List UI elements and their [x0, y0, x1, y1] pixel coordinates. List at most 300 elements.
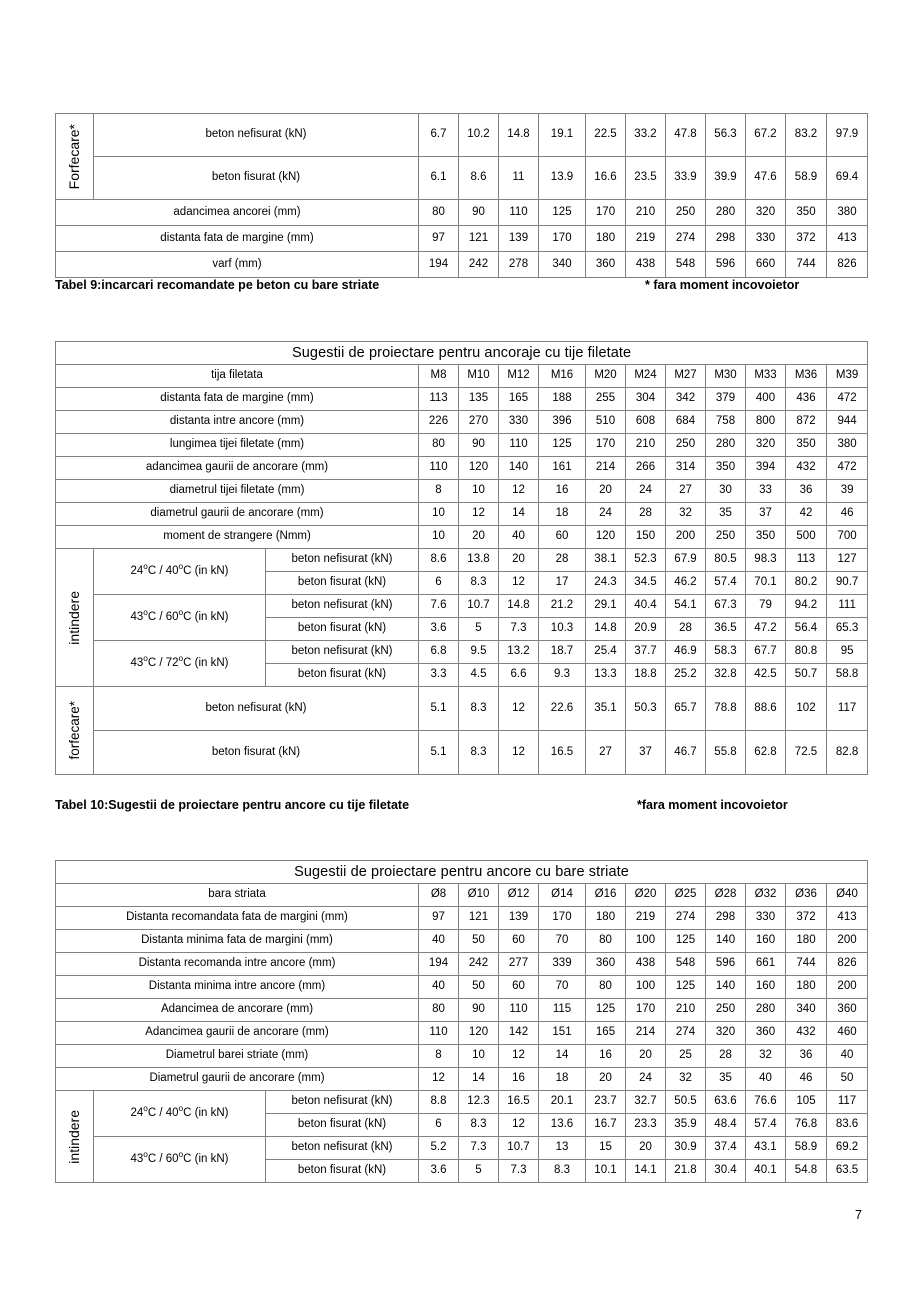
cell: 56.3 — [706, 114, 746, 157]
cell: 25.2 — [666, 664, 706, 687]
cell: 758 — [706, 411, 746, 434]
cell: 16.5 — [539, 731, 586, 775]
cell: 54.1 — [666, 595, 706, 618]
table-header-row — [56, 884, 868, 907]
cell: 210 — [626, 200, 666, 226]
cell: 5.1 — [419, 687, 459, 731]
table-row — [56, 1137, 868, 1160]
cell: 94.2 — [786, 595, 827, 618]
cell: 63.5 — [827, 1160, 868, 1183]
cell: 432 — [786, 1022, 827, 1045]
row-label: beton fisurat (kN) — [94, 157, 419, 200]
cell: 37.7 — [626, 641, 666, 664]
cell: 22.6 — [539, 687, 586, 731]
cell: 277 — [499, 953, 539, 976]
cell: 28 — [666, 618, 706, 641]
cell: 58.9 — [786, 157, 827, 200]
row-label: adancimea ancorei (mm) — [56, 200, 419, 226]
table-row — [56, 907, 868, 930]
cell: 60 — [539, 526, 586, 549]
cell: 170 — [586, 200, 626, 226]
cell: 7.3 — [459, 1137, 499, 1160]
cell: 97.9 — [827, 114, 868, 157]
cell: 170 — [539, 907, 586, 930]
cell: 274 — [666, 226, 706, 252]
cell: 110 — [499, 999, 539, 1022]
cell: 160 — [746, 976, 786, 999]
cell: 100 — [626, 930, 666, 953]
cell: 110 — [499, 434, 539, 457]
cell: 20.1 — [539, 1091, 586, 1114]
cell: 360 — [586, 953, 626, 976]
cell: 58.3 — [706, 641, 746, 664]
cell: 266 — [626, 457, 666, 480]
row-group-label-text: Forfecare* — [66, 123, 83, 190]
cell: 113 — [786, 549, 827, 572]
cell: 14.8 — [499, 114, 539, 157]
cell: 76.8 — [786, 1114, 827, 1137]
cell: 298 — [706, 907, 746, 930]
cell: 8 — [419, 1045, 459, 1068]
cell: 97 — [419, 907, 459, 930]
cell: 100 — [626, 976, 666, 999]
cell: 350 — [706, 457, 746, 480]
cell: 350 — [746, 526, 786, 549]
column-header: Ø12 — [499, 884, 539, 907]
cell: 438 — [626, 252, 666, 278]
cell: 200 — [827, 930, 868, 953]
cell: 47.6 — [746, 157, 786, 200]
cell: 250 — [706, 999, 746, 1022]
cell: 110 — [419, 1022, 459, 1045]
cell: 32.8 — [706, 664, 746, 687]
cell: 219 — [626, 226, 666, 252]
cell: 700 — [827, 526, 868, 549]
cell: 11 — [499, 157, 539, 200]
row-label: beton fisurat (kN) — [94, 731, 419, 775]
cell: 69.2 — [827, 1137, 868, 1160]
cell: 200 — [827, 976, 868, 999]
table-row — [56, 200, 868, 226]
cell: 250 — [706, 526, 746, 549]
cell: 7.6 — [419, 595, 459, 618]
cell: 58.8 — [827, 664, 868, 687]
table-10-caption: Tabel 10:Sugestii de proiectare pentru ancore cu tije filetate — [55, 798, 410, 812]
table-row — [56, 976, 868, 999]
cell: 274 — [666, 1022, 706, 1045]
column-header: Ø28 — [706, 884, 746, 907]
cell: 8.6 — [459, 157, 499, 200]
cell: 8.6 — [419, 549, 459, 572]
cell: 6 — [419, 572, 459, 595]
cell: 13.6 — [539, 1114, 586, 1137]
condition-label: 43$^o$C / 60$^o$C (in kN) — [94, 595, 266, 641]
cell: 394 — [746, 457, 786, 480]
column-header: Ø25 — [666, 884, 706, 907]
row-label: distanta intre ancore (mm) — [56, 411, 419, 434]
cell: 90 — [459, 434, 499, 457]
row-label: beton fisurat (kN) — [266, 572, 419, 595]
cell: 4.5 — [459, 664, 499, 687]
table-row — [56, 411, 868, 434]
cell: 12 — [419, 1068, 459, 1091]
cell: 8.3 — [459, 1114, 499, 1137]
cell: 90 — [459, 999, 499, 1022]
cell: 79 — [746, 595, 786, 618]
cell: 25 — [666, 1045, 706, 1068]
cell: 62.8 — [746, 731, 786, 775]
cell: 280 — [706, 200, 746, 226]
cell: 214 — [626, 1022, 666, 1045]
condition-label: 24$^o$C / 40$^o$C (in kN) — [94, 549, 266, 595]
cell: 46.9 — [666, 641, 706, 664]
table-row — [56, 1068, 868, 1091]
cell: 80.2 — [786, 572, 827, 595]
cell: 214 — [586, 457, 626, 480]
cell: 18.8 — [626, 664, 666, 687]
cell: 50.3 — [626, 687, 666, 731]
cell: 28 — [626, 503, 666, 526]
cell: 14.1 — [626, 1160, 666, 1183]
cell: 29.1 — [586, 595, 626, 618]
table-9-caption: Tabel 9:incarcari recomandate pe beton cu bare striate — [55, 278, 380, 292]
cell: 37.4 — [706, 1137, 746, 1160]
cell: 7.3 — [499, 618, 539, 641]
cell: 95 — [827, 641, 868, 664]
cell: 25.4 — [586, 641, 626, 664]
cell: 16.6 — [586, 157, 626, 200]
cell: 139 — [499, 907, 539, 930]
cell: 83.6 — [827, 1114, 868, 1137]
table-11 — [55, 860, 868, 1183]
cell: 40 — [827, 1045, 868, 1068]
cell: 18 — [539, 503, 586, 526]
cell: 944 — [827, 411, 868, 434]
column-header: M8 — [419, 365, 459, 388]
cell: 113 — [419, 388, 459, 411]
cell: 330 — [499, 411, 539, 434]
cell: 372 — [786, 907, 827, 930]
cell: 35.1 — [586, 687, 626, 731]
row-label: Diametrul barei striate (mm) — [56, 1045, 419, 1068]
cell: 125 — [539, 434, 586, 457]
cell: 27 — [586, 731, 626, 775]
cell: 70.1 — [746, 572, 786, 595]
cell: 56.4 — [786, 618, 827, 641]
cell: 54.8 — [786, 1160, 827, 1183]
cell: 80 — [419, 200, 459, 226]
cell: 160 — [746, 930, 786, 953]
cell: 65.7 — [666, 687, 706, 731]
cell: 194 — [419, 953, 459, 976]
cell: 117 — [827, 687, 868, 731]
table-row — [56, 953, 868, 976]
cell: 33.2 — [626, 114, 666, 157]
cell: 40 — [419, 976, 459, 999]
cell: 180 — [586, 907, 626, 930]
cell: 3.6 — [419, 1160, 459, 1183]
cell: 342 — [666, 388, 706, 411]
cell: 413 — [827, 907, 868, 930]
cell: 826 — [827, 252, 868, 278]
cell: 12.3 — [459, 1091, 499, 1114]
cell: 28 — [706, 1045, 746, 1068]
cell: 16.7 — [586, 1114, 626, 1137]
cell: 14 — [499, 503, 539, 526]
cell: 13 — [539, 1137, 586, 1160]
column-header: M10 — [459, 365, 499, 388]
cell: 23.3 — [626, 1114, 666, 1137]
cell: 80 — [419, 999, 459, 1022]
row-label: lungimea tijei filetate (mm) — [56, 434, 419, 457]
cell: 210 — [666, 999, 706, 1022]
cell: 5.1 — [419, 731, 459, 775]
row-label: beton fisurat (kN) — [266, 1114, 419, 1137]
cell: 67.3 — [706, 595, 746, 618]
cell: 24 — [626, 480, 666, 503]
cell: 125 — [586, 999, 626, 1022]
row-group-label-intindere — [56, 549, 94, 687]
row-label: beton fisurat (kN) — [266, 1160, 419, 1183]
table-row — [56, 1022, 868, 1045]
condition-label: 43$^o$C / 72$^o$C (in kN) — [94, 641, 266, 687]
cell: 39.9 — [706, 157, 746, 200]
cell: 14 — [459, 1068, 499, 1091]
cell: 350 — [786, 434, 827, 457]
cell: 80 — [586, 930, 626, 953]
cell: 43.1 — [746, 1137, 786, 1160]
column-header: M20 — [586, 365, 626, 388]
cell: 60 — [499, 976, 539, 999]
cell: 10.2 — [459, 114, 499, 157]
cell: 27 — [666, 480, 706, 503]
cell: 180 — [786, 930, 827, 953]
cell: 32.7 — [626, 1091, 666, 1114]
cell: 17 — [539, 572, 586, 595]
cell: 5 — [459, 618, 499, 641]
cell: 380 — [827, 200, 868, 226]
cell: 10 — [419, 526, 459, 549]
cell: 80 — [419, 434, 459, 457]
cell: 151 — [539, 1022, 586, 1045]
cell: 460 — [827, 1022, 868, 1045]
table-row — [56, 226, 868, 252]
cell: 110 — [499, 200, 539, 226]
cell: 22.5 — [586, 114, 626, 157]
row-group-label-text: intindere — [66, 590, 83, 645]
table-title-row — [56, 342, 868, 365]
cell: 21.8 — [666, 1160, 706, 1183]
cell: 438 — [626, 953, 666, 976]
cell: 21.2 — [539, 595, 586, 618]
cell: 744 — [786, 953, 827, 976]
cell: 110 — [419, 457, 459, 480]
cell: 42 — [786, 503, 827, 526]
cell: 10 — [459, 1045, 499, 1068]
column-header: M24 — [626, 365, 666, 388]
cell: 72.5 — [786, 731, 827, 775]
cell: 5 — [459, 1160, 499, 1183]
cell: 500 — [786, 526, 827, 549]
row-group-label-text: intindere — [66, 1109, 83, 1164]
column-header: Ø40 — [827, 884, 868, 907]
cell: 36.5 — [706, 618, 746, 641]
cell: 18 — [539, 1068, 586, 1091]
cell: 127 — [827, 549, 868, 572]
cell: 50 — [827, 1068, 868, 1091]
cell: 32 — [666, 1068, 706, 1091]
column-header: Ø36 — [786, 884, 827, 907]
cell: 330 — [746, 226, 786, 252]
cell: 135 — [459, 388, 499, 411]
cell: 97 — [419, 226, 459, 252]
cell: 8.3 — [459, 687, 499, 731]
cell: 250 — [666, 434, 706, 457]
cell: 35 — [706, 1068, 746, 1091]
table-title: Sugestii de proiectare pentru ancoraje cu tije filetate — [56, 342, 868, 365]
table-10-footnote: *fara moment incovoietor — [637, 798, 788, 812]
cell: 46 — [827, 503, 868, 526]
cell: 472 — [827, 388, 868, 411]
cell: 8.3 — [459, 731, 499, 775]
cell: 52.3 — [626, 549, 666, 572]
row-label: Distanta recomanda intre ancore (mm) — [56, 953, 419, 976]
row-label: Diametrul gaurii de ancorare (mm) — [56, 1068, 419, 1091]
cell: 46.2 — [666, 572, 706, 595]
cell: 120 — [459, 457, 499, 480]
table-9 — [55, 113, 868, 278]
cell: 30.9 — [666, 1137, 706, 1160]
column-header: Ø10 — [459, 884, 499, 907]
cell: 360 — [827, 999, 868, 1022]
cell: 596 — [706, 252, 746, 278]
row-group-label-forfecare — [56, 114, 94, 200]
table-row — [56, 549, 868, 572]
row-label: beton nefisurat (kN) — [94, 114, 419, 157]
cell: 280 — [706, 434, 746, 457]
cell: 436 — [786, 388, 827, 411]
cell: 82.8 — [827, 731, 868, 775]
cell: 98.3 — [746, 549, 786, 572]
cell: 69.4 — [827, 157, 868, 200]
cell: 12 — [499, 731, 539, 775]
table-row — [56, 930, 868, 953]
cell: 10 — [419, 503, 459, 526]
table-row — [56, 526, 868, 549]
cell: 16.5 — [499, 1091, 539, 1114]
table-row — [56, 434, 868, 457]
cell: 20 — [586, 480, 626, 503]
cell: 660 — [746, 252, 786, 278]
cell: 320 — [706, 1022, 746, 1045]
cell: 800 — [746, 411, 786, 434]
cell: 70 — [539, 930, 586, 953]
cell: 102 — [786, 687, 827, 731]
cell: 47.8 — [666, 114, 706, 157]
cell: 24 — [626, 1068, 666, 1091]
cell: 67.9 — [666, 549, 706, 572]
cell: 37 — [746, 503, 786, 526]
cell: 13.8 — [459, 549, 499, 572]
cell: 6 — [419, 1114, 459, 1137]
row-label: adancimea gaurii de ancorare (mm) — [56, 457, 419, 480]
cell: 6.1 — [419, 157, 459, 200]
cell: 12 — [499, 572, 539, 595]
cell: 42.5 — [746, 664, 786, 687]
table-9-footnote: * fara moment incovoietor — [645, 278, 800, 292]
cell: 115 — [539, 999, 586, 1022]
cell: 380 — [827, 434, 868, 457]
cell: 9.3 — [539, 664, 586, 687]
cell: 596 — [706, 953, 746, 976]
cell: 340 — [539, 252, 586, 278]
condition-label: 24$^o$C / 40$^o$C (in kN) — [94, 1091, 266, 1137]
cell: 180 — [786, 976, 827, 999]
cell: 432 — [786, 457, 827, 480]
cell: 188 — [539, 388, 586, 411]
cell: 19.1 — [539, 114, 586, 157]
cell: 33.9 — [666, 157, 706, 200]
cell: 24.3 — [586, 572, 626, 595]
row-label: Distanta minima fata de margini (mm) — [56, 930, 419, 953]
cell: 340 — [786, 999, 827, 1022]
table-row — [56, 457, 868, 480]
cell: 872 — [786, 411, 827, 434]
column-header: Ø16 — [586, 884, 626, 907]
cell: 472 — [827, 457, 868, 480]
cell: 548 — [666, 252, 706, 278]
column-header: Ø32 — [746, 884, 786, 907]
row-label: Adancimea gaurii de ancorare (mm) — [56, 1022, 419, 1045]
column-header: M27 — [666, 365, 706, 388]
cell: 9.5 — [459, 641, 499, 664]
cell: 120 — [586, 526, 626, 549]
cell: 67.2 — [746, 114, 786, 157]
row-label: beton nefisurat (kN) — [266, 641, 419, 664]
page-number: 7 — [855, 1208, 862, 1222]
cell: 3.6 — [419, 618, 459, 641]
cell: 46 — [786, 1068, 827, 1091]
cell: 7.3 — [499, 1160, 539, 1183]
row-label: Adancimea de ancorare (mm) — [56, 999, 419, 1022]
row-group-label-forfecare — [56, 687, 94, 775]
cell: 120 — [459, 1022, 499, 1045]
cell: 36 — [786, 1045, 827, 1068]
cell: 125 — [539, 200, 586, 226]
row-label: diametrul gaurii de ancorare (mm) — [56, 503, 419, 526]
cell: 88.6 — [746, 687, 786, 731]
cell: 34.5 — [626, 572, 666, 595]
cell: 165 — [586, 1022, 626, 1045]
cell: 78.8 — [706, 687, 746, 731]
column-header: M39 — [827, 365, 868, 388]
cell: 90 — [459, 200, 499, 226]
cell: 320 — [746, 200, 786, 226]
cell: 250 — [666, 200, 706, 226]
cell: 242 — [459, 252, 499, 278]
cell: 80.5 — [706, 549, 746, 572]
table-row — [56, 503, 868, 526]
header-row-label: tija filetata — [56, 365, 419, 388]
cell: 744 — [786, 252, 827, 278]
cell: 60 — [499, 930, 539, 953]
cell: 33 — [746, 480, 786, 503]
cell: 58.9 — [786, 1137, 827, 1160]
cell: 142 — [499, 1022, 539, 1045]
cell: 14.8 — [499, 595, 539, 618]
cell: 8.3 — [539, 1160, 586, 1183]
cell: 280 — [746, 999, 786, 1022]
